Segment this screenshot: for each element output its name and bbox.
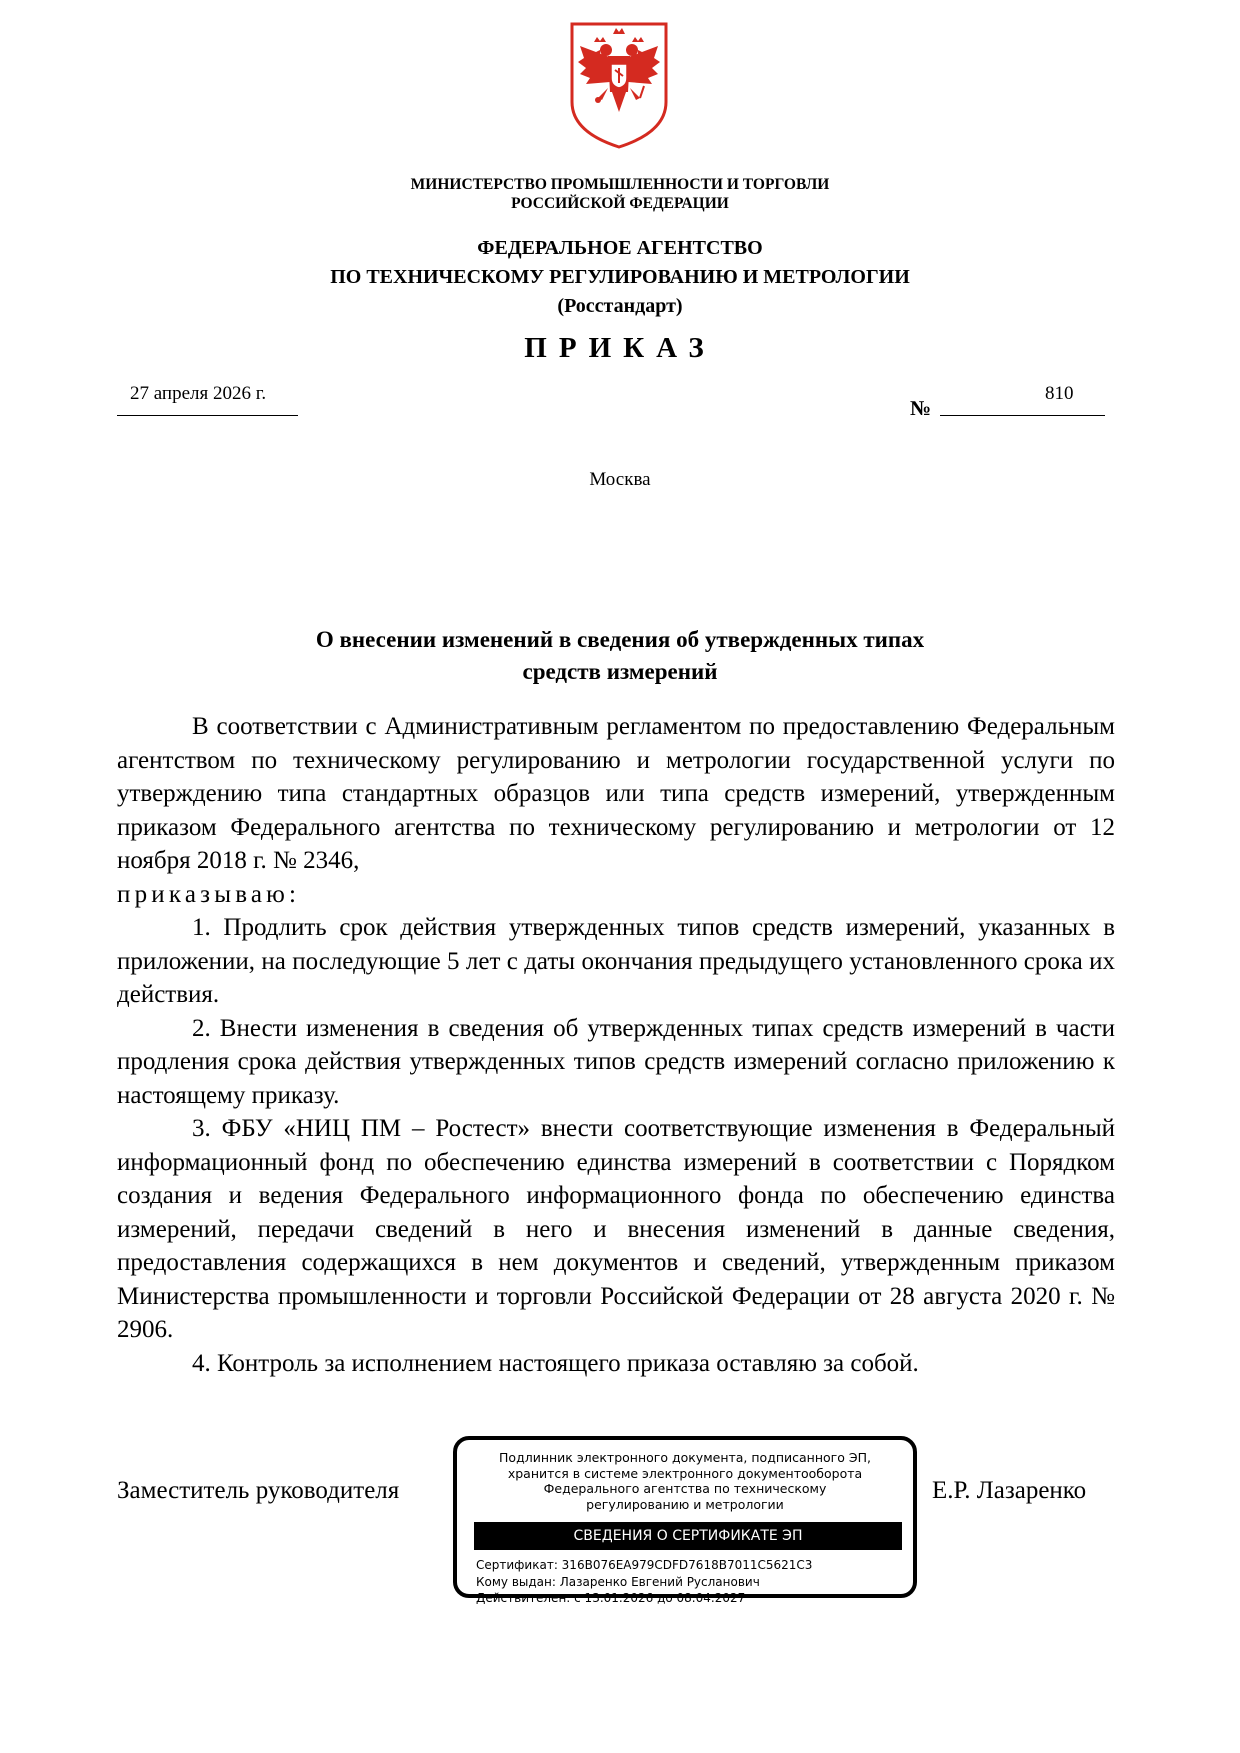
order-date: 27 апреля 2026 г. xyxy=(130,383,267,404)
document-type: ПРИКАЗ xyxy=(524,332,716,364)
signer-position: Заместитель руководителя xyxy=(117,1477,400,1504)
agency-name xyxy=(0,234,1240,321)
agency-name-line2: ПО ТЕХНИЧЕСКОМУ РЕГУЛИРОВАНИЮ И МЕТРОЛОГИИ xyxy=(330,266,910,288)
order-number: 810 xyxy=(1045,383,1074,404)
stamp-line4: регулированию и метрологии xyxy=(586,1496,784,1512)
ministry-name xyxy=(0,175,1240,213)
stamp-header xyxy=(457,1450,913,1512)
signer-name: Е.Р. Лазаренко xyxy=(932,1477,1087,1504)
agency-name-line1: ФЕДЕРАЛЬНОЕ АГЕНТСТВО xyxy=(477,237,763,259)
stamp-line2: хранится в системе электронного документооборота xyxy=(507,1465,863,1481)
item-2: 2. Внести изменения в сведения об утвержденных типах средств измерений в части продления срока действия утвержденных типов средств измерений согласно приложению к настоящему приказу. xyxy=(117,1014,1115,1109)
item-1: 1. Продлить срок действия утвержденных типов средств измерений, указанных в приложении, на последующие 5 лет с даты окончания предыдущего установленного срока их действия. xyxy=(117,914,1115,1008)
command-paragraph xyxy=(117,878,1115,912)
certificate-serial: Сертификат: 316B076EA979CDFD7618B7011C5621C3 xyxy=(476,1558,813,1572)
e-signature-stamp xyxy=(453,1436,917,1605)
certificate-info-bar: СВЕДЕНИЯ О СЕРТИФИКАТЕ ЭП xyxy=(474,1522,902,1550)
command-word: приказываю: xyxy=(117,880,301,908)
certificate-details xyxy=(476,1557,812,1607)
item-4: 4. Контроль за исполнением настоящего приказа оставляю за собой. xyxy=(192,1349,919,1377)
number-sign: № xyxy=(910,396,932,420)
stamp-line3: Федерального агентства по техническому xyxy=(543,1481,827,1496)
ministry-name-line1: МИНИСТЕРСТВО ПРОМЫШЛЕННОСТИ И ТОРГОВЛИ xyxy=(410,176,830,193)
preamble: В соответствии с Административным регламентом по предоставлению Федеральным агентством по техническому регулированию и метрологии государственной услуги по утверждению типа стандартных образцов или типа средств измерений, утвержденным приказом Федерального агентства по техническому регулированию и метрологии от 12 ноября 2018 г. № 2346, xyxy=(117,713,1115,874)
number-underline xyxy=(940,415,1105,416)
date-underline xyxy=(117,415,298,416)
stamp-line1: Подлинник электронного документа, подписанного ЭП, xyxy=(499,1450,871,1465)
document-body xyxy=(117,710,1115,1380)
document-title xyxy=(0,624,1240,688)
document-title-line1: О внесении изменений в сведения об утвержденных типах xyxy=(315,627,925,652)
certificate-validity: Действителен: с 13.01.2026 до 08.04.2027 xyxy=(476,1591,746,1605)
certificate-owner: Кому выдан: Лазаренко Евгений Русланович xyxy=(476,1574,760,1589)
item-3: 3. ФБУ «НИЦ ПМ – Ростест» внести соответствующие изменения в Федеральный информационный фонд по обеспечению единства измерений в соответствии с Порядком создания и ведения Федерального информационного фонда по обеспечению единства измерений, передачи сведений в него и внесения изменений в данные сведения, предоставления содержащихся в нем документов и сведений, утвержденным приказом Министерства промышленности и торговли Российской Федерации от 28 августа 2020 г. № 2906. xyxy=(117,1115,1115,1343)
document-title-line2: средств измерений xyxy=(522,659,718,684)
city: Москва xyxy=(589,469,651,490)
agency-name-line3: (Росстандарт) xyxy=(557,295,683,317)
ministry-name-line2: РОССИЙСКОЙ ФЕДЕРАЦИИ xyxy=(511,195,729,212)
coat-of-arms-icon xyxy=(564,20,674,150)
